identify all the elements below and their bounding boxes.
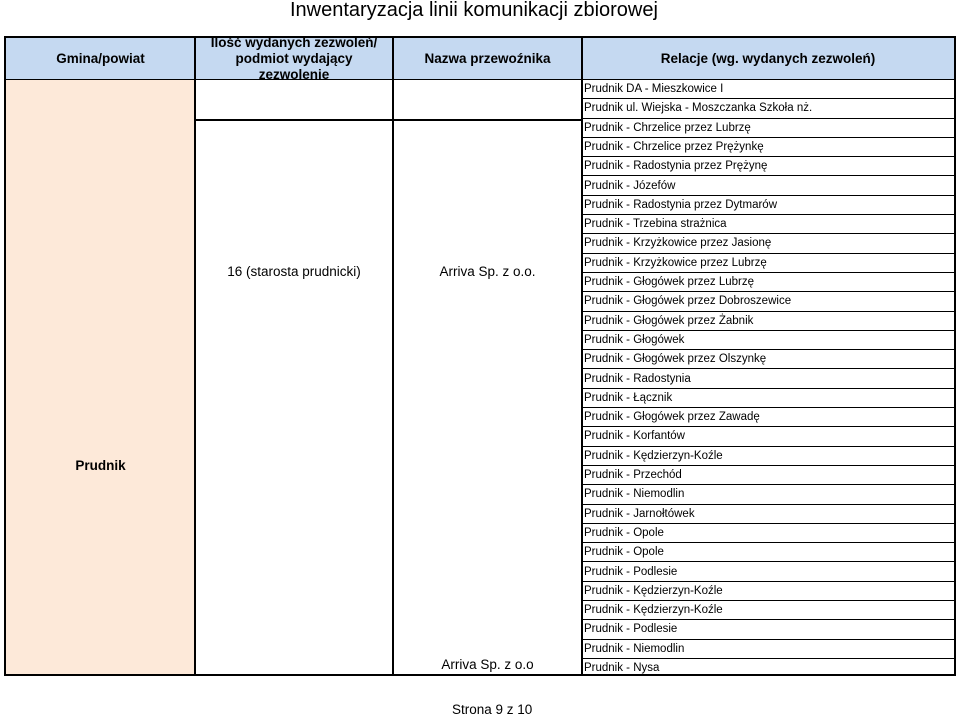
- relation-row: Prudnik - Niemodlin: [582, 485, 954, 504]
- header-carrier: Nazwa przewoźnika: [424, 51, 551, 66]
- relation-row: Prudnik - Podlesie: [582, 563, 954, 582]
- gmina-column-fill: [6, 80, 195, 674]
- relation-row: Prudnik - Głogówek przez Żabnik: [582, 312, 954, 331]
- relation-row: Prudnik - Józefów: [582, 177, 954, 196]
- relation-row: Prudnik - Łącznik: [582, 389, 954, 408]
- relation-row: Prudnik - Kędzierzyn-Koźle: [582, 447, 954, 466]
- relation-row: Prudnik - Głogówek: [582, 331, 954, 350]
- relation-row: Prudnik - Chrzelice przez Prężynkę: [582, 138, 954, 157]
- relation-row: Prudnik - Głogówek przez Lubrzę: [582, 273, 954, 292]
- relation-row: Prudnik - Przechód: [582, 466, 954, 485]
- column-divider: [194, 38, 196, 674]
- relation-row: Prudnik - Kędzierzyn-Koźle: [582, 582, 954, 601]
- relation-row: Prudnik - Korfantów: [582, 427, 954, 446]
- carrier-cell: Arriva Sp. z o.o: [441, 657, 534, 672]
- relation-row: Prudnik - Nysa: [584, 662, 660, 674]
- relation-row: Prudnik DA - Mieszkowice I: [582, 80, 954, 99]
- header-relations: Relacje (wg. wydanych zezwoleń): [660, 51, 876, 66]
- relation-row: Prudnik - Głogówek przez Olszynkę: [582, 350, 954, 369]
- relation-row: Prudnik - Niemodlin: [582, 640, 954, 659]
- permits-table: [4, 36, 956, 676]
- column-divider: [392, 38, 394, 674]
- row-divider: [194, 119, 582, 121]
- relation-row: Prudnik - Kędzierzyn-Koźle: [582, 601, 954, 620]
- relation-row: Prudnik ul. Wiejska - Moszczanka Szkoła nż.: [582, 99, 954, 118]
- relation-row: Prudnik - Krzyżkowice przez Lubrzę: [582, 254, 954, 273]
- relation-row: Prudnik - Radostynia przez Dytmarów: [582, 196, 954, 215]
- page-number: Strona 9 z 10: [452, 702, 533, 717]
- relation-row: Prudnik - Radostynia: [582, 370, 954, 389]
- relation-row: Prudnik - Głogówek przez Zawadę: [582, 408, 954, 427]
- permits-cell: 16 (starosta prudnicki): [227, 264, 361, 279]
- header-permits: Ilość wydanych zezwoleń/ podmiot wydający zezwolenie: [210, 35, 378, 82]
- relation-row: Prudnik - Podlesie: [582, 620, 954, 639]
- carrier-cell: Arriva Sp. z o.o.: [439, 264, 536, 279]
- relation-row: Prudnik - Opole: [582, 524, 954, 543]
- page-title: Inwentaryzacja linii komunikacji zbiorowej: [290, 0, 658, 21]
- relation-row: Prudnik - Jarnołtówek: [582, 505, 954, 524]
- gmina-cell: Prudnik: [75, 458, 126, 473]
- relation-row: Prudnik - Trzebina strażnica: [582, 215, 954, 234]
- header-gmina: Gmina/powiat: [56, 51, 145, 66]
- relation-row: Prudnik - Radostynia przez Prężynę: [582, 157, 954, 176]
- relation-row: Prudnik - Opole: [582, 543, 954, 562]
- relation-row: Prudnik - Krzyżkowice przez Jasionę: [582, 234, 954, 253]
- relation-row: Prudnik - Głogówek przez Dobroszewice: [582, 292, 954, 311]
- relation-row: Prudnik - Chrzelice przez Lubrzę: [582, 119, 954, 138]
